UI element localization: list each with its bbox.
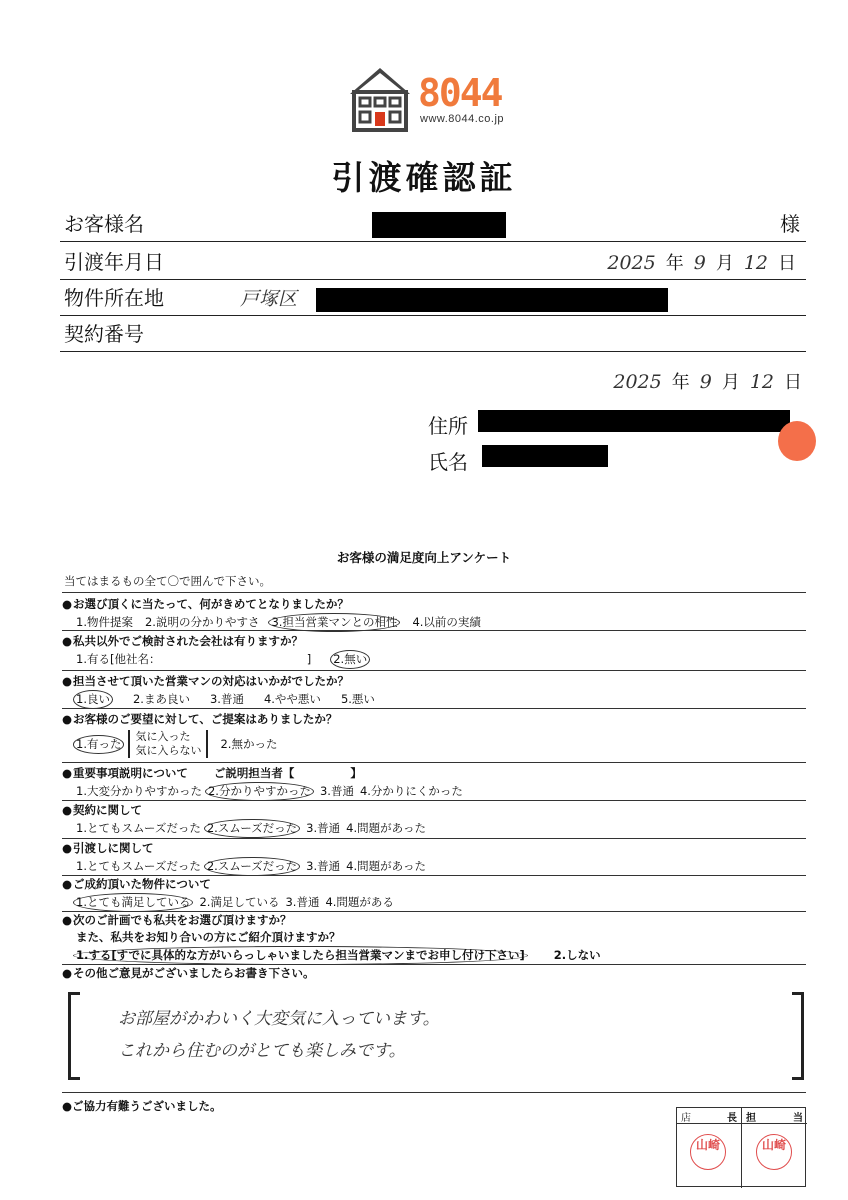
divider [62,592,806,593]
question-text: ● 契約に関して [62,802,438,819]
option: 1.とてもスムーズだった [76,821,201,835]
header-charge: 当 [793,1113,803,1124]
logo-url-text: www.8044.co.jp [420,113,505,125]
survey-title: お客様の満足度向上アンケート [336,550,512,565]
property-address-label: 物件所在地 [64,286,164,310]
handover-date [597,249,796,275]
option-selected: 1.とても満足している [73,893,193,912]
handover-year: 2025 [607,252,656,274]
signature-month: 9 [699,371,712,393]
customer-name-label: お客様名 [64,212,144,236]
proposal-sub-options [128,730,208,758]
option: 1.有る[他社名： [76,652,155,666]
option-selected: 2.スムーズだった [204,857,300,876]
comment-box [68,992,804,1080]
sub-option-liked: 気に入った [135,730,191,743]
redacted-customer-name [372,212,506,238]
divider [62,1092,806,1093]
option: 4.以前の実績 [412,615,481,629]
option: 4.問題があった [346,821,426,835]
option: 4.分かりにくかった [359,784,463,798]
signature-address-label: 住所 [428,414,468,438]
option: 2.まあ良い [132,692,190,706]
comment-line-1: お部屋がかわいく大変気に入っています。 [118,1009,440,1029]
survey-question-6 [62,802,438,838]
option: 1.物件提案 [76,615,133,629]
survey-question-3 [62,673,387,709]
comment-bracket-right [792,992,804,1080]
redacted-signer-name [482,445,608,467]
month-unit: 月 [721,372,740,393]
handover-date-label: 引渡年月日 [64,250,164,274]
option: 2.説明の分かりやすさ [144,615,260,629]
staff-label: ご説明担当者【 [213,766,295,780]
option-selected: 1.有った [73,735,124,754]
option: 2.無かった [220,736,278,751]
option-selected: 1.する[すでに具体的な方がいらっしゃいましたら担当営業マンまでお申し付け下さい] [73,946,528,965]
option: 2.満足している [199,895,280,909]
option: 1.大変分かりやすかった [76,784,202,798]
survey-question-5 [62,765,475,801]
company-logo [346,64,530,134]
divider [62,670,806,671]
survey-question-8 [62,876,406,912]
handover-day: 12 [743,252,768,274]
header-manager: 長 [727,1113,737,1124]
document-title: 引渡確認証 [331,158,517,197]
day-unit: 日 [784,372,802,393]
survey-instruction: 当てはまるもの全て〇で囲んで下さい。 [64,574,271,588]
thanks-message: ● ご協力有難うございました。 [62,1098,222,1114]
question-text: ● 担当させて頂いた営業マンの対応はいかがでしたか？ [62,673,387,690]
option: 3.普通 [306,859,341,873]
redacted-property-address [316,288,668,312]
question-text: ● お選び頂くに当たって、何がきめてとなりましたか？ [62,596,493,613]
option-selected: 2.分かりやすかった [205,782,314,801]
survey-question-7 [62,840,438,876]
redacted-signer-address [478,410,790,432]
approval-stamp-table [676,1107,806,1187]
question-text: ● 重要事項説明について [62,766,188,780]
option-selected: 1.良い [73,690,113,709]
property-address-visible: 戸塚区 [240,288,298,310]
month-unit: 月 [715,253,734,274]
question-text: ● 次のご計画でも私共をお選び頂けますか？ [62,912,613,929]
manager-hanko-stamp: 山崎 [690,1134,726,1170]
survey-question-10 [62,965,315,982]
year-unit: 年 [665,253,684,274]
option-selected: 2.無い [330,650,370,669]
option: 4.やや悪い [263,692,321,706]
option-selected: 2.スムーズだった [204,819,300,838]
other-company-bracket-close: ] [306,652,312,666]
staff-column [742,1108,807,1188]
logo-brand-text: 8044 [418,71,502,115]
customer-name-row [60,206,806,242]
divider [62,762,806,763]
property-address-row [60,280,806,316]
option: 3.普通 [306,821,341,835]
question-text: ● 私共以外でご検討された会社は有りますか？ [62,633,382,650]
house-logo-icon [346,64,414,132]
question-text: ● その他ご意見がございましたらお書き下さい。 [62,965,315,982]
divider [62,630,806,631]
divider [62,800,806,801]
store-manager-column [677,1108,742,1188]
option: 2.しない [553,948,601,962]
option: 3.普通 [209,692,244,706]
year-unit: 年 [671,372,690,393]
day-unit: 日 [778,253,796,274]
staff-hanko-stamp: 山崎 [756,1134,792,1170]
comment-line-2: これから住むのがとても楽しみです。 [118,1041,406,1061]
divider [62,838,806,839]
option: 4.問題がある [325,895,394,909]
question-text-2: また、私共をお知り合いの方にご紹介頂けますか？ [76,930,341,944]
divider [62,708,806,709]
redacted-personal-seal [778,421,816,461]
option: 1.とてもスムーズだった [76,859,201,873]
survey-question-1 [62,596,493,632]
contract-number-row [60,316,806,352]
option: 5.悪い [340,692,375,706]
sub-option-disliked: 気に入らない [135,744,202,757]
contract-number-label: 契約番号 [64,322,144,346]
option: 3.普通 [285,895,320,909]
signature-year: 2025 [613,371,662,393]
survey-question-4 [62,711,337,758]
signature-date [603,368,802,394]
survey-question-9 [62,912,613,965]
handover-date-row [60,244,806,280]
question-text: ● お客様のご要望に対して、ご提案はありましたか？ [62,711,337,728]
option-selected: 3.担当営業マンとの相性 [268,613,400,632]
handover-month: 9 [693,252,706,274]
header-in: 担 [746,1113,756,1124]
question-text: ● 引渡しに関して [62,840,438,857]
staff-label-close: 】 [350,766,362,780]
survey-question-2 [62,633,382,669]
option: 4.問題があった [346,859,426,873]
question-text: ● ご成約頂いた物件について [62,876,406,893]
signature-day: 12 [749,371,774,393]
option: 3.普通 [319,784,354,798]
header-store: 店 [681,1113,691,1124]
comment-bracket-left [68,992,80,1080]
customer-suffix: 様 [780,212,800,236]
signature-name-label: 氏名 [428,450,468,474]
